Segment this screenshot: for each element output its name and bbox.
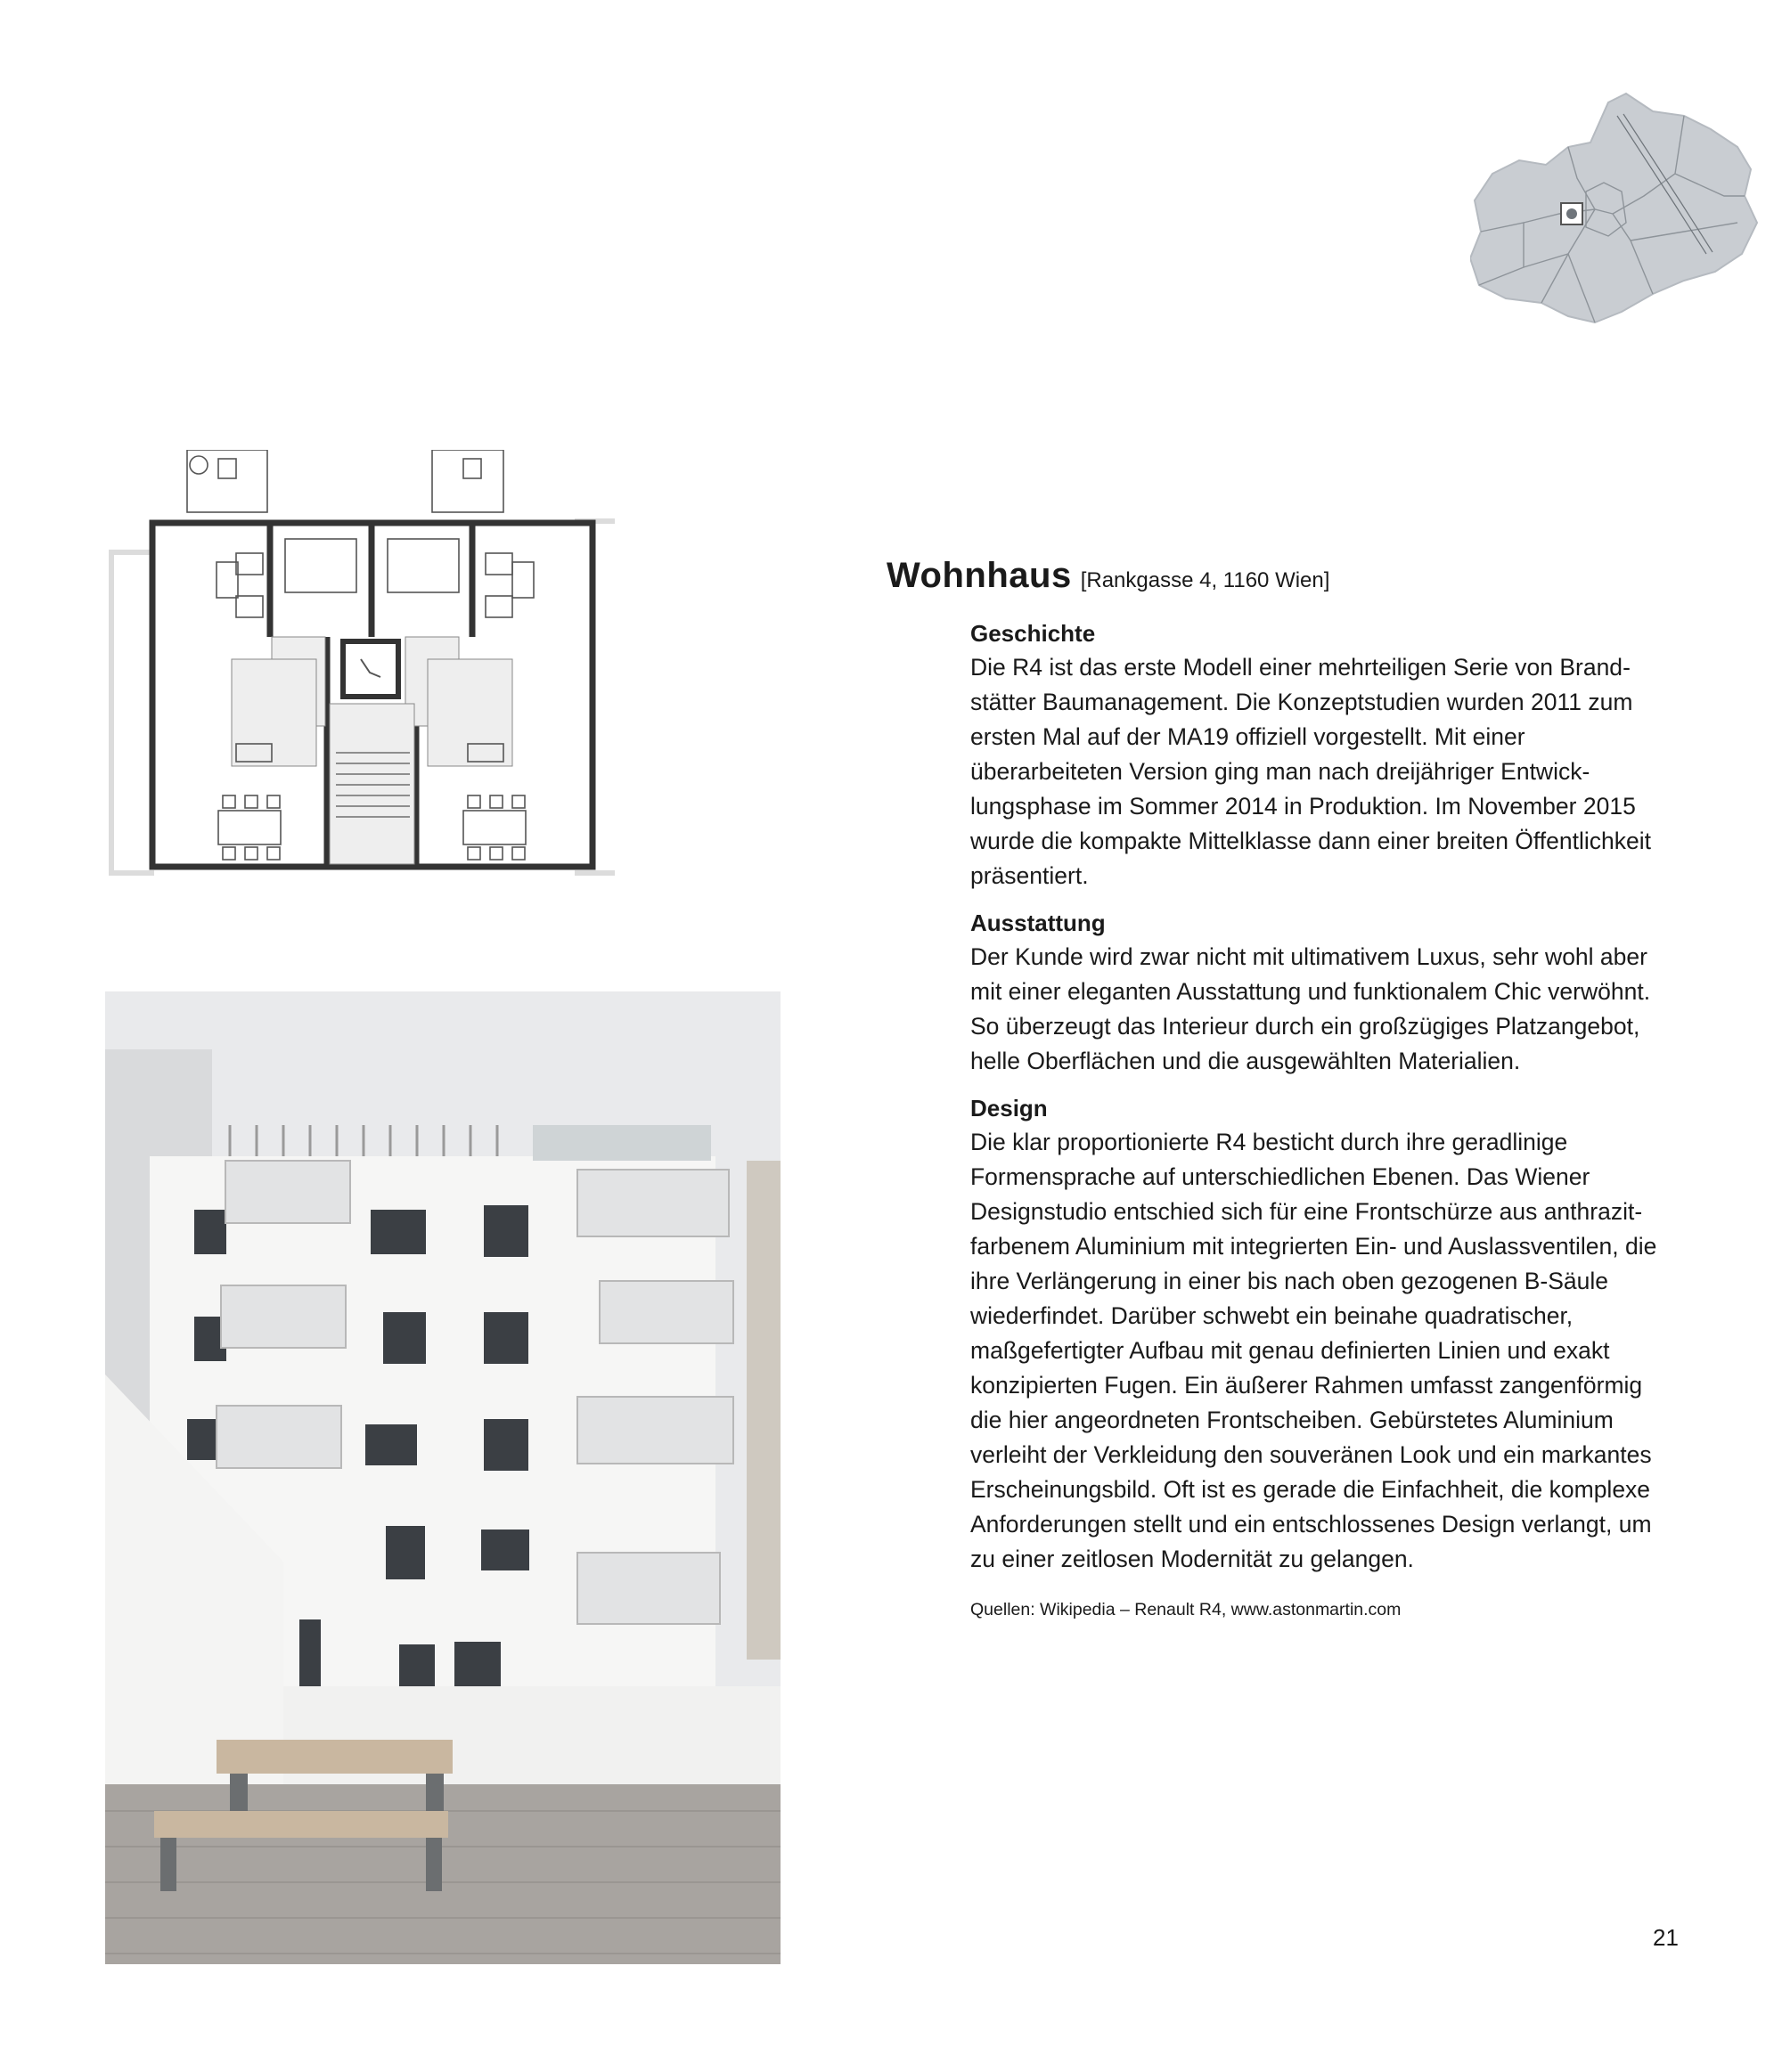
- article-text: [887, 552, 1688, 1620]
- plan-hatched-zones: [232, 637, 512, 864]
- map-city-outline: [1470, 94, 1757, 322]
- page-number: 21: [1653, 1924, 1679, 1951]
- plan-core: [343, 641, 398, 697]
- section-text-geschichte: Die R4 ist das erste Modell einer mehrteiligen Serie von Brandstätter Baumanagement. Die Konzeptstudien wurden 2011 zum ersten Mal auf der MA19 offiziell vorgestellt. Mit einer überarbeiteten Version ging man nach dreijähriger Entwicklungsphase im Sommer 2014 in Produktion. Im November 2015 wurde die kompakte Mittelklasse dann einer breiten Öffentlichkeit präsentiert.: [970, 654, 1651, 889]
- roof-terrace: [533, 1125, 711, 1161]
- neighbor-building-right: [747, 1161, 781, 1660]
- section-heading-geschichte: Geschichte: [970, 620, 1096, 647]
- section-text-design: Die klar proportionierte R4 besticht durch ihre geradlinige Formensprache auf unterschiedlichen Ebenen. Das Wiener Designstudio entschied sich für eine Frontschürze aus anthrazitfarbenem Aluminium mit integrierten Ein- und Auslassventilen, die ihre Verlängerung in einer bis nach oben gezogenen B-Säule wiederfindet. Darüber schwebt ein beinahe quadratischer, maßgefertigter Aufbau mit genau definierten Linien und exakt konzipierten Fugen. Ein äußerer Rahmen umfasst zangenförmig die hier angeordneten Frontscheiben. Gebürstetes Aluminium verleiht der Verkleidung den souveränen Look und ein markantes Erscheinungsbild. Oft ist es gerade die Einfachheit, die komplexe Anforderungen stellt und ein entschlossenes Design verlangt, um zu einer zeitlosen Modernität zu gelangen.: [970, 1129, 1657, 1572]
- sources-note: Quellen: Wikipedia – Renault R4, www.astonmartin.com: [970, 1600, 1402, 1619]
- vienna-district-map: [1470, 89, 1764, 365]
- building-photo: [105, 991, 781, 1964]
- section-heading-ausstattung: Ausstattung: [970, 910, 1106, 936]
- page-title: Wohnhaus: [887, 556, 1072, 595]
- article-body: [970, 616, 1665, 1620]
- section-text-ausstattung: Der Kunde wird zwar nicht mit ultimativem Luxus, sehr wohl aber mit einer eleganten Ausstattung und funktionalem Chic verwöhnt. So überzeugt das Interieur durch ein großzügiges Platzangebot, helle Oberflächen und die ausgewählten Materialien.: [970, 943, 1651, 1074]
- article-header: [887, 552, 1688, 604]
- plan-balconies: [187, 450, 503, 512]
- section-heading-design: Design: [970, 1095, 1048, 1122]
- address: [Rankgasse 4, 1160 Wien]: [1080, 568, 1330, 592]
- floor-plan: [102, 450, 628, 882]
